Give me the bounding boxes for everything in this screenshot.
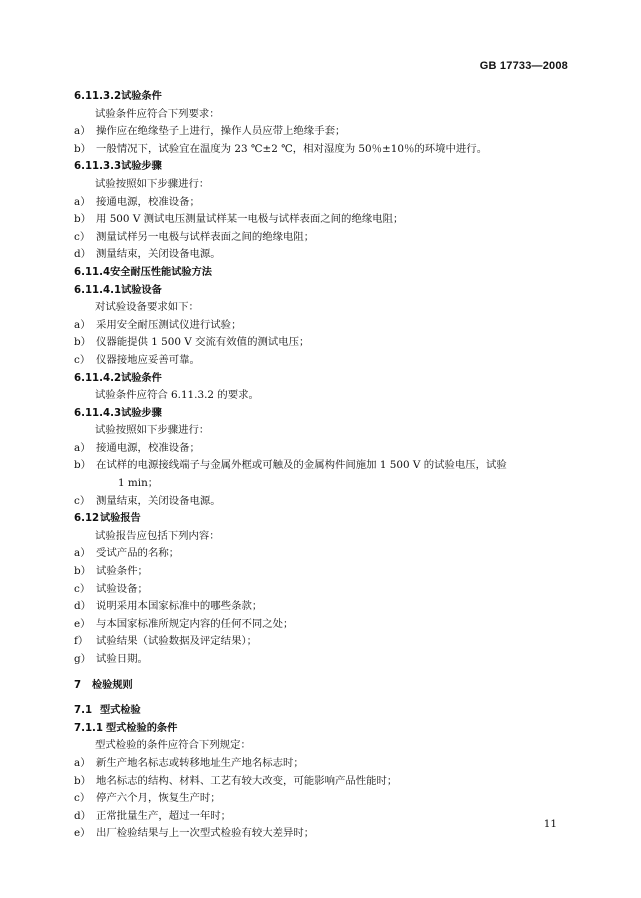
list-item: [74, 123, 574, 141]
list-marker: e）: [74, 827, 91, 840]
heading-6-11-4: [74, 264, 574, 282]
list-item: [74, 246, 574, 264]
heading-number: 6.11.3.3: [74, 161, 122, 173]
list-item: [74, 563, 574, 581]
list-marker: c）: [74, 353, 91, 366]
list-item: [74, 141, 574, 159]
list-text: 正常批量生产，超过一年时；: [96, 809, 232, 822]
list-item: [74, 651, 574, 669]
list-text: 出厂检验结果与上一次型式检验有较大差异时；: [96, 827, 315, 840]
list-item: [74, 633, 574, 651]
list-text: 接通电源，校准设备；: [96, 195, 200, 208]
heading-number: 6.11.4.2: [74, 372, 122, 384]
heading-title: 试验条件: [121, 91, 162, 102]
list-marker: b）: [74, 142, 92, 155]
list-text: 接通电源，校准设备；: [96, 441, 200, 454]
section-spacer: [74, 669, 574, 677]
heading-6-12: [74, 510, 574, 528]
list-item: [74, 194, 574, 212]
heading-number: 7.1.1: [74, 722, 104, 734]
list-marker: e）: [74, 617, 91, 630]
list-text: 测量结束，关闭设备电源。: [96, 248, 221, 261]
heading-number: 7: [74, 679, 82, 691]
list-text: 操作应在绝缘垫子上进行，操作人员应带上绝缘手套；: [96, 125, 346, 138]
heading-title: 检验规则: [92, 679, 133, 691]
list-item: [74, 808, 574, 826]
list-item: [74, 825, 574, 843]
heading-number: 6.12: [74, 513, 100, 525]
page-content: [74, 88, 574, 843]
list-item: [74, 616, 574, 634]
standard-code: GB 17733—2008: [479, 60, 568, 72]
list-marker: a）: [74, 318, 91, 331]
list-text: 用 500 V 测试电压测量试样某一电极与试样表面之间的绝缘电阻；: [96, 213, 404, 226]
list-text: 试验结果（试验数据及评定结果）；: [96, 635, 258, 648]
paragraph: 试验条件应符合 6.11.3.2 的要求。: [95, 389, 259, 402]
heading-title: 安全耐压性能试验方法: [110, 266, 212, 278]
heading-6-11-3-3: [74, 158, 574, 176]
list-marker: b）: [74, 213, 92, 226]
list-item: [74, 493, 574, 511]
heading-number: 7.1: [74, 705, 93, 717]
list-marker: d）: [74, 248, 92, 261]
heading-6-11-4-1: [74, 282, 574, 300]
list-item: [74, 773, 574, 791]
heading-6-11-3-2: [74, 88, 574, 106]
list-item: [74, 457, 574, 475]
list-text: 测量结束，关闭设备电源。: [96, 494, 221, 507]
list-text: 采用安全耐压测试仪进行试验；: [96, 318, 242, 331]
heading-title: 试验条件: [121, 372, 162, 384]
heading-number: 6.11.4: [74, 266, 111, 278]
list-text: 说明采用本国家标准中的哪些条款；: [96, 600, 263, 613]
list-item: [74, 790, 574, 808]
list-marker: d）: [74, 600, 92, 613]
list-item: [74, 440, 574, 458]
paragraph: 型式检验的条件应符合下列规定：: [95, 739, 251, 752]
list-item: [74, 334, 574, 352]
heading-title: 试验步骤: [121, 161, 162, 173]
heading-6-11-4-2: [74, 370, 574, 388]
list-marker: c）: [74, 792, 91, 805]
list-marker: c）: [74, 230, 91, 243]
heading-7: [74, 677, 574, 695]
heading-title: 型式检验: [100, 705, 141, 717]
paragraph: 试验条件应符合下列要求：: [95, 107, 220, 120]
paragraph: 试验报告应包括下列内容：: [95, 529, 220, 542]
heading-number: 6.11.4.3: [74, 407, 122, 419]
list-text: 停产六个月，恢复生产时；: [96, 792, 221, 805]
list-item: [74, 229, 574, 247]
list-text: 在试样的电源接线端子与金属外框或可触及的金属构件间施加 1 500 V 的试验电压，试验: [96, 459, 507, 472]
heading-title: 试验报告: [100, 513, 141, 525]
list-marker: b）: [74, 774, 92, 787]
list-text: 试验设备；: [96, 582, 148, 595]
heading-6-11-4-3: [74, 405, 574, 423]
heading-7-1-1: [74, 720, 574, 738]
heading-number: 6.11.3.2: [74, 91, 122, 102]
heading-title: 试验设备: [121, 284, 162, 296]
heading-title: 试验步骤: [121, 407, 162, 419]
paragraph: 试验按照如下步骤进行：: [95, 177, 210, 190]
list-text: 仪器接地应妥善可靠。: [96, 353, 200, 366]
section-spacer: [74, 694, 574, 702]
list-marker: a）: [74, 756, 91, 769]
list-marker: a）: [74, 441, 91, 454]
list-marker: b）: [74, 336, 92, 349]
list-marker: c）: [74, 582, 91, 595]
heading-7-1: [74, 702, 574, 720]
list-text: 试验条件；: [96, 565, 148, 578]
list-marker: a）: [74, 125, 91, 138]
page-number: 11: [543, 818, 557, 830]
list-marker: f）: [74, 635, 89, 648]
list-item-continuation: 1 min；: [118, 477, 159, 490]
list-marker: a）: [74, 547, 91, 560]
list-text: 测量试样另一电极与试样表面之间的绝缘电阻；: [96, 230, 315, 243]
list-text: 仪器能提供 1 500 V 交流有效值的测试电压；: [96, 336, 310, 349]
list-marker: b）: [74, 565, 92, 578]
list-text: 试验日期。: [96, 653, 148, 665]
list-text: 与本国家标准所规定内容的任何不同之处；: [96, 617, 294, 630]
list-item: [74, 211, 574, 229]
list-item: [74, 581, 574, 599]
list-marker: b）: [74, 459, 92, 472]
list-marker: d）: [74, 809, 92, 822]
heading-number: 6.11.4.1: [74, 284, 122, 296]
paragraph: 对试验设备要求如下：: [95, 301, 199, 314]
list-marker: g）: [74, 653, 92, 665]
list-marker: a）: [74, 195, 91, 208]
list-item: [74, 755, 574, 773]
heading-title: 型式检验的条件: [106, 722, 178, 734]
list-marker: c）: [74, 494, 91, 507]
list-text: 新生产地名标志或转移地址生产地名标志时；: [96, 756, 304, 769]
list-text: 地名标志的结构、材料、工艺有较大改变，可能影响产品性能时；: [96, 774, 398, 787]
list-text: 受试产品的名称；: [96, 547, 180, 560]
paragraph: 试验按照如下步骤进行：: [95, 424, 210, 437]
list-item: [74, 352, 574, 370]
list-item: [74, 598, 574, 616]
list-item: [74, 317, 574, 335]
list-item: [74, 545, 574, 563]
list-text: 一般情况下，试验宜在温度为 23 ℃±2 ℃，相对湿度为 50％±10％的环境中进行。: [96, 142, 488, 155]
